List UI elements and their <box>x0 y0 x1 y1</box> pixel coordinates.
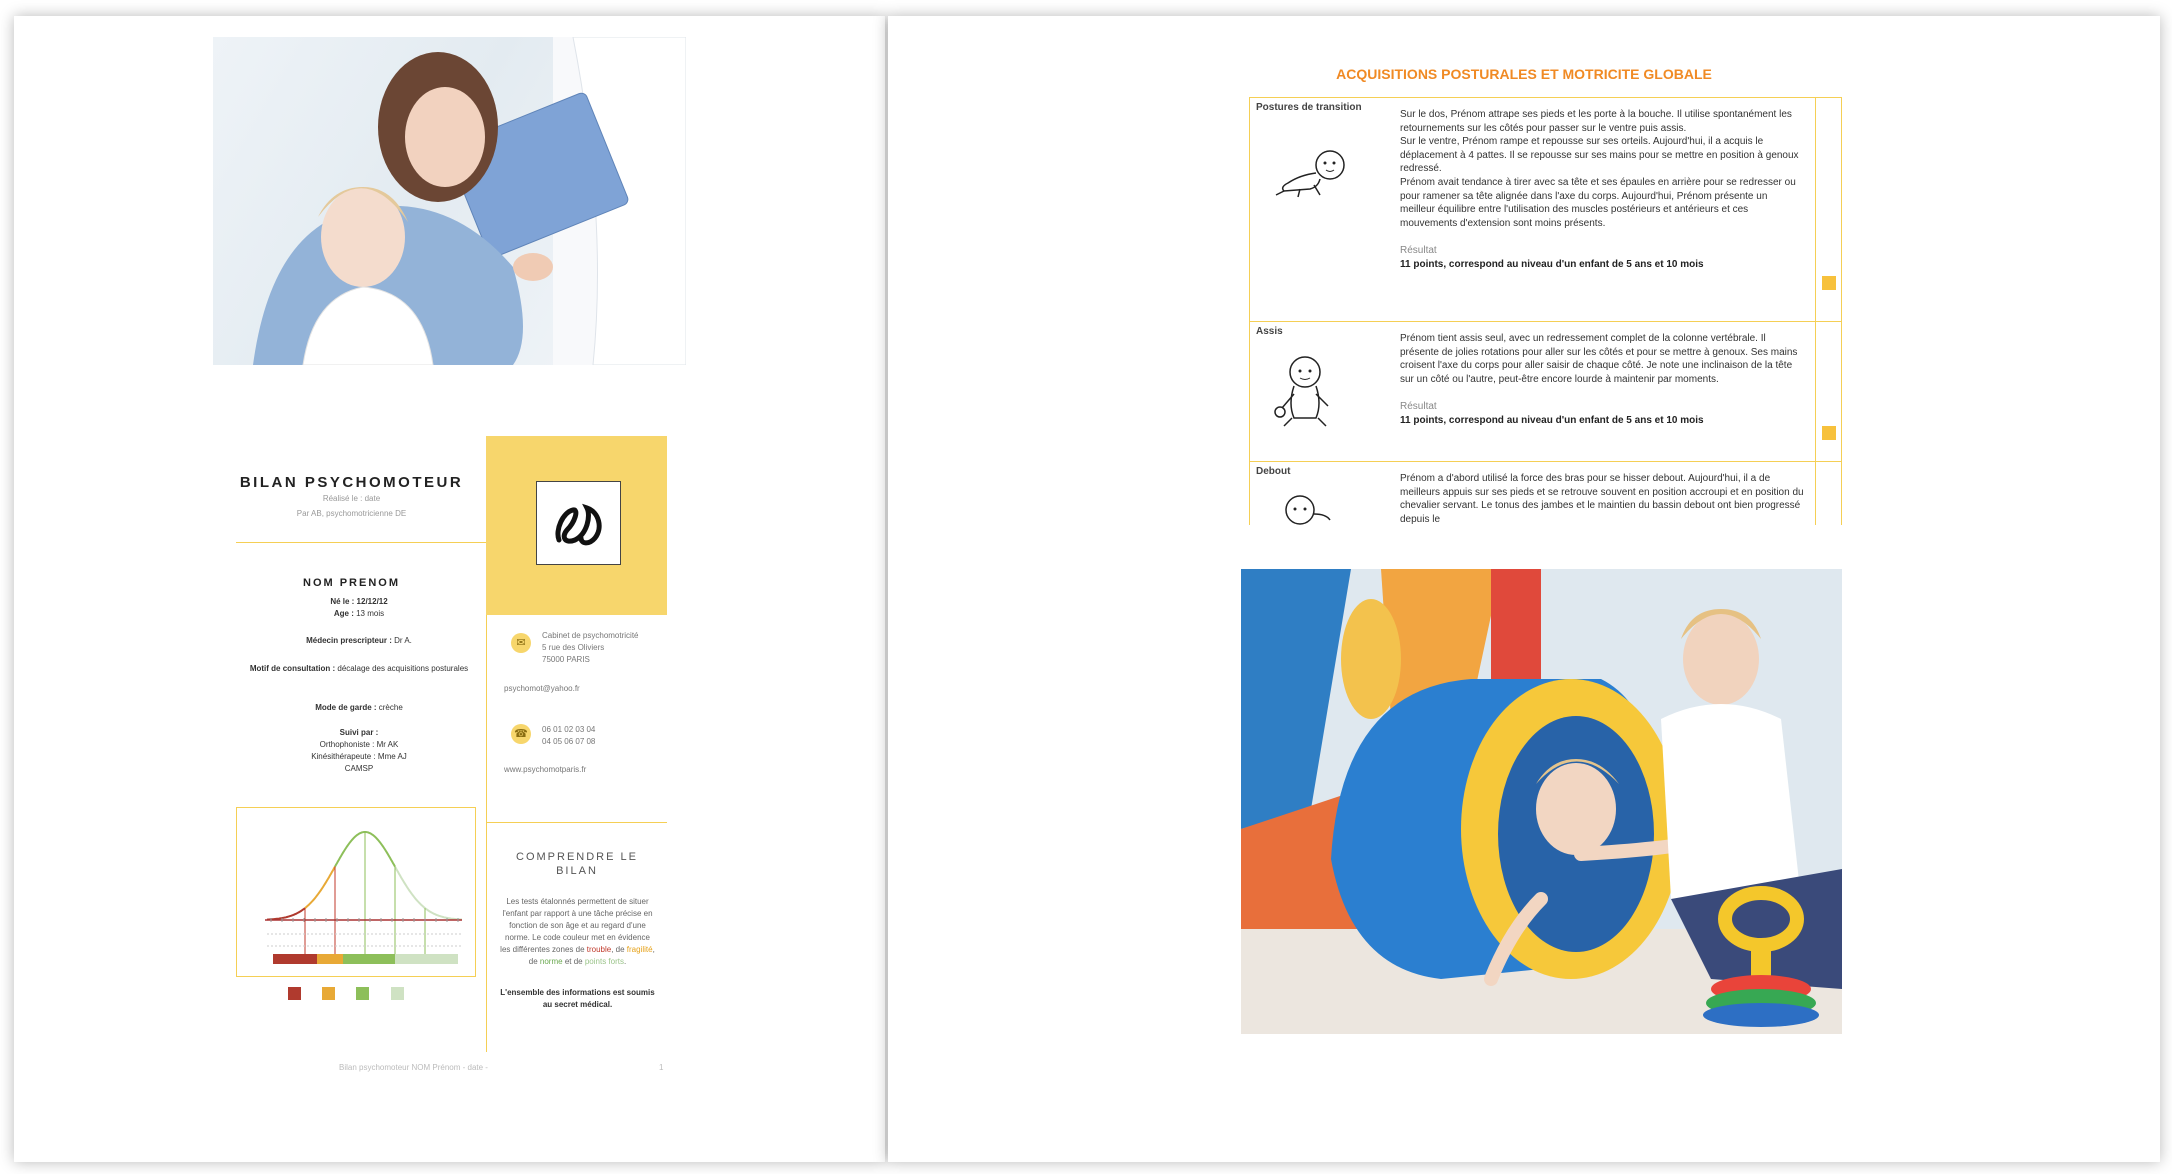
legend-points-forts <box>391 987 404 1000</box>
age: Age : 13 mois <box>333 609 385 618</box>
sitting-baby-icon <box>1270 352 1340 437</box>
zone-bar-3 <box>395 954 458 964</box>
patient-name: NOM PRENOM <box>303 577 400 589</box>
row-description: Prénom a d'abord utilisé la force des bras pour se hisser debout. Aujourd'hui, il a de meilleurs appuis sur ses pieds et se retrouve souvent en position accroupi et en position du chevalier servant. Le tonus des jambes et le maintien du bassin debout ont bien progressé depuis le <box>1400 473 1804 525</box>
cover-title: BILAN PSYCHOMOTEUR <box>239 474 464 491</box>
page-footer: Bilan psychomoteur NOM Prénom - date - <box>339 1063 488 1072</box>
legend-norme <box>356 987 369 1000</box>
prescribing-doctor: Médecin prescripteur : Dr A. <box>306 636 412 645</box>
table-row-debout <box>1250 462 1841 525</box>
document-page-1 <box>14 16 885 1162</box>
crawling-baby-icon <box>1270 143 1350 206</box>
followed-by-label: Suivi par : <box>339 728 379 737</box>
row-description: Prénom tient assis seul, avec un redressement complet de la colonne vertébrale. Il présente de jolies rotations pour aller sur les côtés et pour se mettre à genoux. Ses mains croisent l'axe du corps pour aller saisir de chaque côté. Je note une inclinaison de la tête sur un côté ou l'autre, peut-être encore lourde à maintenir par moments. Résultat 11 points, correspond au niveau d'un enfant de 5 ans et 10 mois <box>1400 333 1798 426</box>
section-title: ACQUISITIONS POSTURALES ET MOTRICITE GLOBALE <box>1336 66 1712 82</box>
birth-date: Né le : 12/12/12 <box>330 597 388 606</box>
divider <box>236 542 486 543</box>
row-category: Debout <box>1256 466 1291 477</box>
legend-fragilite <box>322 987 335 1000</box>
followed-by-1: Orthophoniste : Mr AK <box>319 740 399 749</box>
divider <box>486 822 667 823</box>
envelope-icon: ✉ <box>511 633 531 653</box>
table-row-assis <box>1250 322 1841 462</box>
email-link[interactable]: psychomot@yahoo.fr <box>504 684 580 693</box>
logo <box>536 481 621 565</box>
page-number: 1 <box>659 1063 664 1072</box>
curve-segment-0 <box>267 908 305 920</box>
comprendre-title: COMPRENDRE LE BILAN <box>516 851 638 877</box>
realise-par: Par AB, psychomotricienne DE <box>296 509 407 518</box>
curve-segment-3 <box>395 867 462 920</box>
photo-mother-child-tablet <box>213 37 686 365</box>
phone-numbers: 06 01 02 03 04 04 05 06 07 08 <box>542 725 596 746</box>
followed-by-2: Kinésithérapeute : Mme AJ <box>311 752 407 761</box>
followed-by-3: CAMSP <box>344 764 374 773</box>
consultation-reason: Motif de consultation : décalage des acquisitions posturales <box>249 664 469 673</box>
zone-bar-1 <box>317 954 343 964</box>
secret-medical-notice: L'ensemble des informations est soumis au secret médical. <box>500 988 655 1009</box>
result-indicator <box>1822 426 1836 440</box>
realise-le: Réalisé le : date <box>322 494 381 503</box>
photo-child-tunnel <box>1241 569 1842 1034</box>
table-row-postures <box>1250 98 1841 322</box>
comprendre-text: Les tests étalonnés permettent de situer l'enfant par rapport à une tâche précise en fonction de son âge et au regard d'une norme. Le code couleur met en évidence les différentes zones de trouble, de fragilité, de norme et de points forts. <box>500 897 655 966</box>
normal-distribution-chart <box>236 807 476 977</box>
row-category: Postures de transition <box>1256 102 1362 113</box>
row-description: Sur le dos, Prénom attrape ses pieds et les porte à la bouche. Il utilise spontanément les retournements sur les côtés pour passer sur le ventre puis assis. Sur le ventre, Prénom rampe et repousse sur ses orteils. Aujourd'hui, il a acquis le déplacement à 4 pattes. Il se repousse sur ses mains pour se mettre en position à genoux redressé. Prénom avait tendance à tirer avec sa tête et ses épaules en arrière pour se redresser ou pour ramener sa tête alignée dans l'axe du corps. Aujourd'hui, Prénom présente un meilleur équilibre entre l'utilisation des muscles postérieurs et antérieurs et ces mouvements d'extension sont moins présents. Résultat 11 points, correspond au niveau d'un enfant de 5 ans et 10 mois <box>1400 109 1799 270</box>
standing-baby-icon <box>1270 490 1340 525</box>
phone-icon: ☎ <box>511 724 531 744</box>
childcare-mode: Mode de garde : crèche <box>315 703 403 712</box>
document-page-2 <box>888 16 2160 1162</box>
address: Cabinet de psychomotricité 5 rue des Oliviers 75000 PARIS <box>542 631 639 664</box>
chart-svg <box>237 808 477 978</box>
zone-bar-0 <box>273 954 317 964</box>
website-link[interactable]: www.psychomotparis.fr <box>504 765 587 774</box>
acquisitions-table <box>1249 97 1842 525</box>
curve-segment-1 <box>305 867 335 909</box>
legend-trouble <box>288 987 301 1000</box>
result-indicator <box>1822 276 1836 290</box>
row-category: Assis <box>1256 326 1283 337</box>
zone-bar-2 <box>343 954 395 964</box>
